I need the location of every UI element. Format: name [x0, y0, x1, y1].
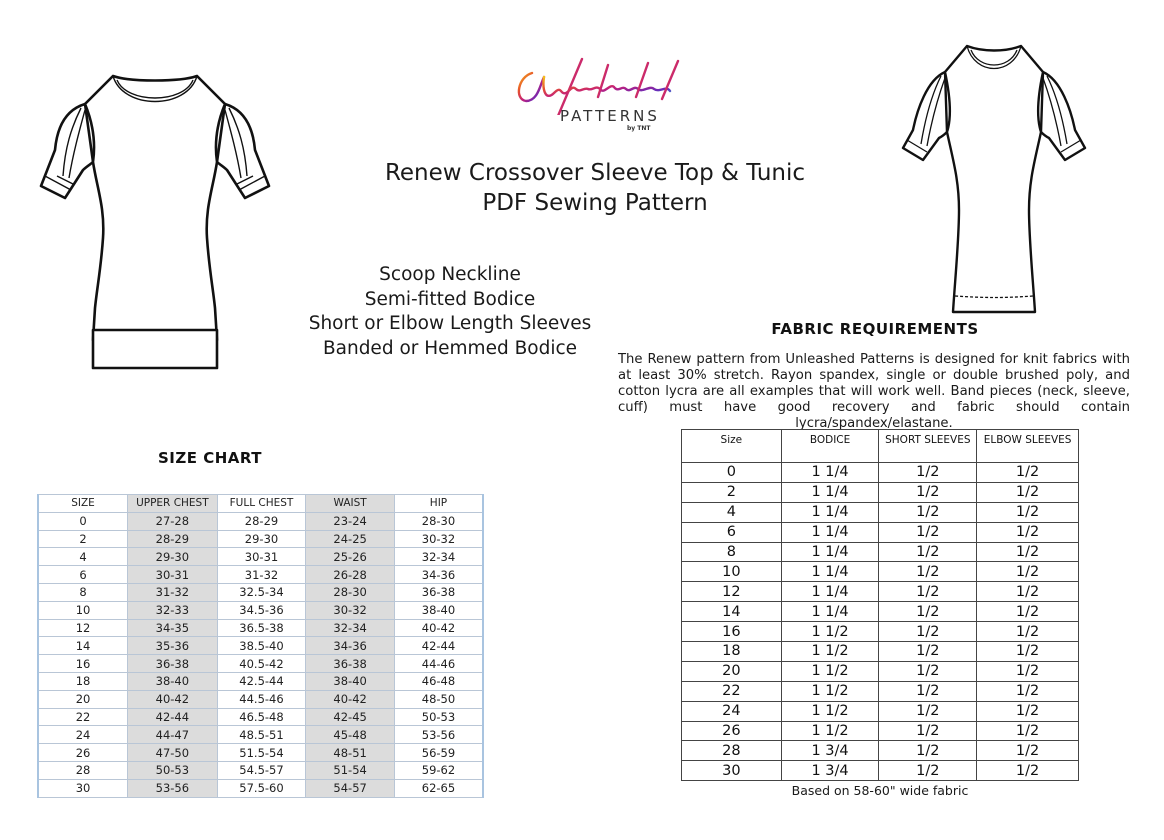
size-chart-row	[38, 726, 483, 744]
table-cell: 1 3/4	[781, 761, 879, 781]
size-chart-row	[38, 779, 483, 797]
size-chart-row	[38, 566, 483, 584]
fabric-header-row	[682, 430, 1079, 463]
tunic-hemmed-icon	[895, 40, 1090, 320]
column-header-short-sleeves: SHORT SLEEVES	[879, 430, 977, 463]
table-cell: 36-38	[306, 655, 395, 673]
table-cell: 28	[682, 741, 782, 761]
table-cell: 20	[682, 661, 782, 681]
table-cell: 4	[682, 502, 782, 522]
size-chart-row	[38, 672, 483, 690]
table-cell: 1/2	[879, 582, 977, 602]
column-header-elbow-sleeves: ELBOW SLEEVES	[977, 430, 1079, 463]
fabric-row	[682, 602, 1079, 622]
fabric-table-body	[682, 463, 1079, 781]
feature-item: Short or Elbow Length Sleeves	[308, 313, 592, 334]
table-cell: 38-40	[394, 601, 483, 619]
table-cell: 1 3/4	[781, 741, 879, 761]
table-cell: 42.5-44	[217, 672, 306, 690]
page-title	[330, 158, 860, 218]
table-cell: 26	[38, 744, 128, 762]
feature-item: Semi-fitted Bodice	[364, 288, 536, 310]
table-cell: 8	[38, 583, 128, 601]
title-line-2: PDF Sewing Pattern	[482, 190, 708, 216]
table-cell: 20	[38, 690, 128, 708]
table-cell: 0	[682, 463, 782, 483]
table-cell: 1/2	[977, 463, 1079, 483]
table-cell: 42-44	[128, 708, 218, 726]
fabric-row	[682, 721, 1079, 741]
table-cell: 1/2	[879, 562, 977, 582]
table-cell: 40.5-42	[217, 655, 306, 673]
table-cell: 62-65	[394, 779, 483, 797]
fabric-row	[682, 642, 1079, 662]
table-cell: 8	[682, 542, 782, 562]
table-cell: 1 1/4	[781, 542, 879, 562]
column-header-upper-chest: UPPER CHEST	[128, 495, 218, 513]
table-cell: 34-36	[306, 637, 395, 655]
table-cell: 53-56	[128, 779, 218, 797]
table-cell: 47-50	[128, 744, 218, 762]
table-cell: 1/2	[879, 542, 977, 562]
size-chart-row	[38, 530, 483, 548]
table-cell: 1/2	[977, 741, 1079, 761]
fabric-row	[682, 463, 1079, 483]
table-cell: 42-44	[394, 637, 483, 655]
feature-item: Scoop Neckline	[379, 264, 521, 285]
table-cell: 28-29	[128, 530, 218, 548]
table-cell: 51-54	[306, 761, 395, 779]
column-header-hip: HIP	[394, 495, 483, 513]
table-cell: 32-34	[394, 548, 483, 566]
table-cell: 1/2	[879, 522, 977, 542]
table-cell: 27-28	[128, 512, 218, 530]
fabric-row	[682, 622, 1079, 642]
table-cell: 40-42	[128, 690, 218, 708]
table-cell: 42-45	[306, 708, 395, 726]
table-cell: 34-36	[394, 566, 483, 584]
fabric-row	[682, 502, 1079, 522]
table-cell: 36-38	[394, 583, 483, 601]
table-cell: 4	[38, 548, 128, 566]
table-cell: 25-26	[306, 548, 395, 566]
table-cell: 51.5-54	[217, 744, 306, 762]
table-cell: 1/2	[977, 642, 1079, 662]
table-cell: 1/2	[977, 622, 1079, 642]
table-cell: 10	[38, 601, 128, 619]
table-cell: 1/2	[879, 761, 977, 781]
column-header-size: SIZE	[38, 495, 128, 513]
table-cell: 1/2	[977, 502, 1079, 522]
column-header-full-chest: FULL CHEST	[217, 495, 306, 513]
table-cell: 32-34	[306, 619, 395, 637]
size-chart-row	[38, 637, 483, 655]
table-cell: 30-31	[217, 548, 306, 566]
table-cell: 1/2	[879, 701, 977, 721]
size-chart-row	[38, 655, 483, 673]
table-cell: 2	[38, 530, 128, 548]
table-cell: 48-50	[394, 690, 483, 708]
size-chart-table	[37, 494, 484, 798]
fabric-row	[682, 681, 1079, 701]
column-header-size: Size	[682, 430, 782, 463]
table-cell: 22	[682, 681, 782, 701]
table-cell: 36-38	[128, 655, 218, 673]
table-cell: 34.5-36	[217, 601, 306, 619]
table-cell: 23-24	[306, 512, 395, 530]
table-cell: 1/2	[977, 482, 1079, 502]
fabric-row	[682, 701, 1079, 721]
table-cell: 22	[38, 708, 128, 726]
table-cell: 18	[38, 672, 128, 690]
table-cell: 1 1/2	[781, 701, 879, 721]
table-cell: 12	[38, 619, 128, 637]
table-cell: 14	[682, 602, 782, 622]
table-cell: 44.5-46	[217, 690, 306, 708]
table-cell: 24	[682, 701, 782, 721]
table-cell: 29-30	[217, 530, 306, 548]
column-header-bodice: BODICE	[781, 430, 879, 463]
table-cell: 0	[38, 512, 128, 530]
brand-logo	[510, 55, 690, 155]
size-chart-title: SIZE CHART	[157, 449, 262, 467]
table-cell: 18	[682, 642, 782, 662]
fabric-row	[682, 661, 1079, 681]
table-cell: 30	[682, 761, 782, 781]
table-cell: 1 1/2	[781, 642, 879, 662]
table-cell: 1/2	[879, 602, 977, 622]
fabric-requirements-table	[681, 429, 1079, 781]
logo-script-icon	[510, 55, 690, 115]
table-cell: 36.5-38	[217, 619, 306, 637]
title-line-1: Renew Crossover Sleeve Top & Tunic	[384, 160, 806, 186]
table-cell: 48.5-51	[217, 726, 306, 744]
fabric-row	[682, 542, 1079, 562]
table-cell: 1 1/4	[781, 463, 879, 483]
table-cell: 1/2	[879, 661, 977, 681]
table-cell: 1/2	[977, 522, 1079, 542]
table-cell: 1 1/2	[781, 681, 879, 701]
size-chart-row	[38, 708, 483, 726]
table-cell: 53-56	[394, 726, 483, 744]
table-cell: 6	[682, 522, 782, 542]
table-cell: 1/2	[879, 721, 977, 741]
size-chart-row	[38, 761, 483, 779]
table-cell: 1/2	[977, 701, 1079, 721]
fabric-row	[682, 482, 1079, 502]
table-cell: 1/2	[977, 761, 1079, 781]
table-cell: 32-33	[128, 601, 218, 619]
table-cell: 1/2	[977, 681, 1079, 701]
table-cell: 48-51	[306, 744, 395, 762]
table-cell: 1/2	[879, 463, 977, 483]
table-cell: 1 1/4	[781, 582, 879, 602]
table-cell: 1 1/2	[781, 721, 879, 741]
table-cell: 44-46	[394, 655, 483, 673]
table-cell: 30-32	[306, 601, 395, 619]
table-cell: 1 1/4	[781, 482, 879, 502]
logo-brand-text: PATTERNS	[560, 107, 660, 125]
table-cell: 1 1/4	[781, 562, 879, 582]
table-cell: 28	[38, 761, 128, 779]
size-chart-row	[38, 744, 483, 762]
fabric-row	[682, 582, 1079, 602]
table-cell: 1/2	[977, 721, 1079, 741]
fabric-row	[682, 522, 1079, 542]
table-cell: 38-40	[128, 672, 218, 690]
logo-byline: by TNT	[627, 125, 651, 132]
table-cell: 1/2	[977, 542, 1079, 562]
table-cell: 1/2	[977, 562, 1079, 582]
table-cell: 45-48	[306, 726, 395, 744]
feature-item: Banded or Hemmed Bodice	[322, 337, 578, 359]
table-cell: 35-36	[128, 637, 218, 655]
table-cell: 59-62	[394, 761, 483, 779]
table-cell: 32.5-34	[217, 583, 306, 601]
table-cell: 1/2	[879, 622, 977, 642]
table-cell: 1 1/4	[781, 502, 879, 522]
table-cell: 1 1/2	[781, 622, 879, 642]
table-cell: 1/2	[879, 482, 977, 502]
table-cell: 30-32	[394, 530, 483, 548]
size-chart-row	[38, 512, 483, 530]
fabric-row	[682, 741, 1079, 761]
table-cell: 1/2	[977, 582, 1079, 602]
table-cell: 24	[38, 726, 128, 744]
table-cell: 30	[38, 779, 128, 797]
fabric-row	[682, 562, 1079, 582]
table-cell: 40-42	[394, 619, 483, 637]
table-cell: 50-53	[128, 761, 218, 779]
table-cell: 1/2	[977, 602, 1079, 622]
size-chart-row	[38, 583, 483, 601]
table-cell: 10	[682, 562, 782, 582]
table-cell: 31-32	[128, 583, 218, 601]
table-cell: 6	[38, 566, 128, 584]
fabric-requirements-title: FABRIC REQUIREMENTS	[771, 320, 979, 338]
table-cell: 44-47	[128, 726, 218, 744]
table-cell: 28-30	[394, 512, 483, 530]
table-cell: 54-57	[306, 779, 395, 797]
table-cell: 31-32	[217, 566, 306, 584]
table-cell: 26-28	[306, 566, 395, 584]
table-cell: 38-40	[306, 672, 395, 690]
table-cell: 1 1/4	[781, 522, 879, 542]
table-cell: 1/2	[879, 681, 977, 701]
fabric-description: The Renew pattern from Unleashed Patterns is designed for knit fabrics with at least 30% stretch. Rayon spandex, single or double brushed poly, and cotton lycra are all examples that will work well. Band pieces (neck, sleeve, cuff) must have good recovery and fabric should contain lycra/spandex/elastane.	[618, 352, 1130, 431]
table-cell: 1 1/2	[781, 661, 879, 681]
table-cell: 1/2	[879, 642, 977, 662]
table-cell: 28-29	[217, 512, 306, 530]
feature-list	[290, 263, 610, 361]
table-cell: 16	[682, 622, 782, 642]
table-cell: 1/2	[977, 661, 1079, 681]
table-cell: 46-48	[394, 672, 483, 690]
fabric-row	[682, 761, 1079, 781]
table-cell: 54.5-57	[217, 761, 306, 779]
table-cell: 16	[38, 655, 128, 673]
table-cell: 1/2	[879, 502, 977, 522]
size-chart-row	[38, 690, 483, 708]
table-cell: 12	[682, 582, 782, 602]
table-cell: 1 1/4	[781, 602, 879, 622]
table-cell: 57.5-60	[217, 779, 306, 797]
table-cell: 34-35	[128, 619, 218, 637]
size-chart-row	[38, 619, 483, 637]
size-chart-body	[38, 512, 483, 797]
size-chart-header-row	[38, 495, 483, 513]
top-with-band-icon	[35, 68, 275, 373]
table-cell: 24-25	[306, 530, 395, 548]
table-cell: 38.5-40	[217, 637, 306, 655]
table-cell: 50-53	[394, 708, 483, 726]
fabric-width-note: Based on 58-60" wide fabric	[791, 783, 969, 798]
table-cell: 30-31	[128, 566, 218, 584]
table-cell: 2	[682, 482, 782, 502]
table-cell: 28-30	[306, 583, 395, 601]
table-cell: 56-59	[394, 744, 483, 762]
table-cell: 26	[682, 721, 782, 741]
size-chart-row	[38, 548, 483, 566]
column-header-waist: WAIST	[306, 495, 395, 513]
size-chart-row	[38, 601, 483, 619]
table-cell: 46.5-48	[217, 708, 306, 726]
table-cell: 29-30	[128, 548, 218, 566]
table-cell: 14	[38, 637, 128, 655]
table-cell: 40-42	[306, 690, 395, 708]
table-cell: 1/2	[879, 741, 977, 761]
